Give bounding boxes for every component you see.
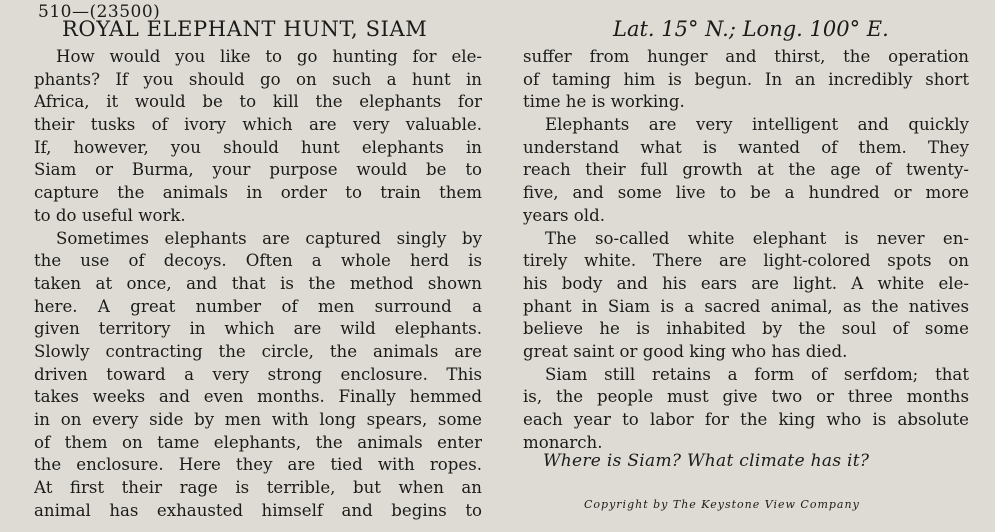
text-line: here. A great number of men surround a xyxy=(34,296,482,316)
text-line: understand what is wanted of them. They xyxy=(523,137,969,157)
text-line: Slowly contracting the circle, the animals are xyxy=(34,341,482,361)
text-line: the enclosure. Here they are tied with ropes. xyxy=(34,455,482,475)
text-line: reach their full growth at the age of twenty- xyxy=(523,160,969,180)
text-line: The so-called white elephant is never en- xyxy=(545,228,969,248)
study-question: Where is Siam? What climate has it? xyxy=(543,451,870,471)
text-line: Elephants are very intelligent and quickly xyxy=(545,115,969,135)
text-line: animal has exhausted himself and begins to xyxy=(34,500,482,520)
text-line: five, and some live to be a hundred or more xyxy=(523,183,969,203)
text-line: How would you like to go hunting for ele- xyxy=(56,47,482,66)
text-line: given territory in which are wild elephants. xyxy=(34,319,482,339)
text-line: each year to labor for the king who is absolute xyxy=(523,410,969,429)
text-line: great saint or good king who has died. xyxy=(523,341,848,361)
text-line: Siam still retains a form of serfdom; that xyxy=(545,364,969,384)
text-line: capture the animals in order to train them xyxy=(34,183,482,203)
text-line: taken at once, and that is the method shown xyxy=(34,273,482,293)
text-line: Sometimes elephants are captured singly by xyxy=(56,228,482,248)
text-line: of them on tame elephants, the animals enter xyxy=(34,432,482,452)
text-line: to do useful work. xyxy=(34,205,186,225)
coordinates: Lat. 15° N.; Long. 100° E. xyxy=(613,17,889,41)
text-line: time he is working. xyxy=(523,92,685,112)
text-line: Africa, it would be to kill the elephants for xyxy=(34,92,482,112)
text-line: of taming him is begun. In an incredibly short xyxy=(523,69,969,89)
text-line: If, however, you should hunt elephants in xyxy=(34,137,482,157)
left-column xyxy=(34,46,482,522)
text-line: tirely white. There are light-colored spots on xyxy=(523,251,969,271)
right-column xyxy=(523,46,969,454)
text-line: monarch. xyxy=(523,432,603,452)
text-line: the use of decoys. Often a whole herd is xyxy=(34,251,482,271)
text-line: phant in Siam is a sacred animal, as the natives xyxy=(523,296,969,316)
text-line: years old. xyxy=(523,205,606,225)
text-line: At first their rage is terrible, but when an xyxy=(34,478,482,498)
text-line: his body and his ears are light. A white ele- xyxy=(523,273,969,293)
copyright-line: Copyright by The Keystone View Company xyxy=(584,498,860,511)
text-line: driven toward a very strong enclosure. This xyxy=(34,364,482,384)
text-line: Siam or Burma, your purpose would be to xyxy=(34,160,482,180)
text-line: is, the people must give two or three months xyxy=(523,387,969,407)
serial-number: 510—(23500) xyxy=(38,2,161,22)
text-line: in on every side by men with long spears, some xyxy=(34,410,482,429)
text-line: suffer from hunger and thirst, the operation xyxy=(523,47,969,66)
text-line: takes weeks and even months. Finally hemmed xyxy=(34,387,482,407)
text-line: phants? If you should go on such a hunt in xyxy=(34,69,482,89)
page-title: ROYAL ELEPHANT HUNT, SIAM xyxy=(62,17,428,41)
text-line: believe he is inhabited by the soul of some xyxy=(523,319,969,339)
text-line: their tusks of ivory which are very valuable. xyxy=(34,115,482,135)
